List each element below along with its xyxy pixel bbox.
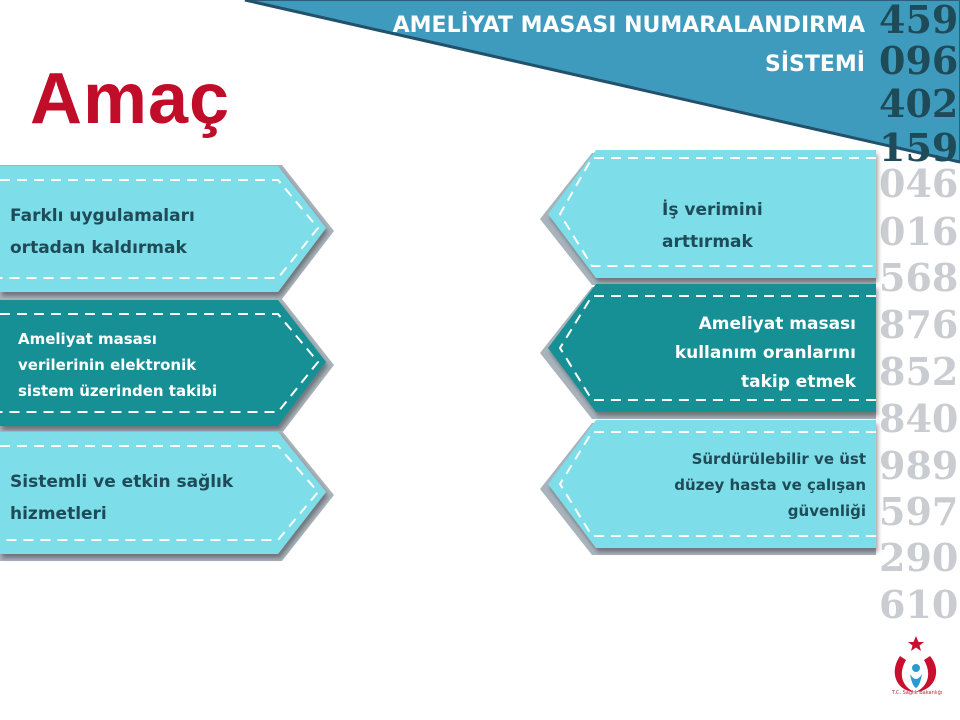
number-light: 610: [879, 582, 959, 620]
number-light: 597: [879, 489, 959, 534]
header-title-line2: SİSTEMİ: [765, 52, 865, 77]
right-card-1-text: İş verimini arttırmak: [662, 200, 763, 252]
right-card-2-text: Ameliyat masası kullanım oranlarını takip etmek: [674, 314, 856, 392]
number-light: 290: [879, 535, 959, 580]
number-light: 568: [879, 255, 959, 300]
number-dark: 096: [879, 38, 959, 83]
number-dark: 159: [879, 125, 959, 170]
header-title-line1: AMELİYAT MASASI NUMARALANDIRMA: [392, 13, 865, 38]
right-card-3-text: Sürdürülebilir ve üst düzey hasta ve çalışan güvenliği: [674, 450, 866, 520]
number-light: 852: [879, 349, 959, 394]
left-card-3-text: Sistemli ve etkin sağlık hizmetleri: [10, 472, 234, 524]
number-dark: 459: [879, 0, 959, 42]
number-light: 876: [879, 302, 959, 347]
number-light: 840: [879, 396, 959, 441]
number-light: 989: [879, 443, 959, 488]
left-card-1-text: Farklı uygulamaları ortadan kaldırmak: [10, 206, 195, 258]
left-card-2-text: Ameliyat masası verilerinin elektronik sistem üzerinden takibi: [18, 330, 218, 400]
logo-caption: T.C. Sağlık Bakanlığı: [891, 690, 943, 696]
ministry-logo: [880, 630, 952, 714]
number-light: 046: [879, 161, 959, 206]
number-dark: 402: [879, 81, 959, 126]
page-title: Amaç: [30, 59, 231, 139]
number-light: 016: [879, 209, 959, 254]
